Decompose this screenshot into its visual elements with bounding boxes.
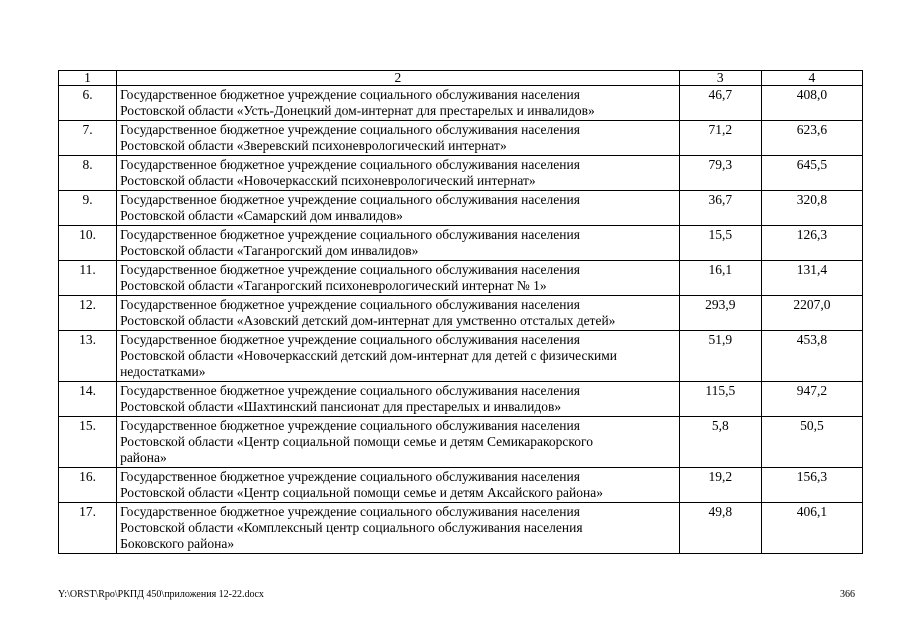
- institution-name-line: Государственное бюджетное учреждение социального обслуживания населения: [120, 297, 580, 312]
- table-row: [59, 261, 863, 296]
- institution-name-line: недостатками»: [120, 364, 206, 379]
- row-number: 17.: [59, 503, 117, 554]
- institution-name-line: Ростовской области «Таганрогский психоневрологический интернат № 1»: [120, 278, 547, 293]
- institution-name: [117, 382, 680, 417]
- table-row: [59, 226, 863, 261]
- value-col4: 947,2: [761, 382, 862, 417]
- institution-name: [117, 86, 680, 121]
- value-col3: 15,5: [679, 226, 761, 261]
- institution-name-line: Государственное бюджетное учреждение социального обслуживания населения: [120, 87, 580, 102]
- table-row: [59, 86, 863, 121]
- institution-name-line: Государственное бюджетное учреждение социального обслуживания населения: [120, 383, 580, 398]
- institution-name-line: Ростовской области «Новочеркасский детский дом-интернат для детей с физическими: [120, 348, 618, 363]
- value-col4: 408,0: [761, 86, 862, 121]
- institution-name: [117, 331, 680, 382]
- row-number: 7.: [59, 121, 117, 156]
- institution-name-line: района»: [120, 450, 167, 465]
- value-col4: 453,8: [761, 331, 862, 382]
- header-cell: 1: [59, 71, 117, 86]
- row-number: 8.: [59, 156, 117, 191]
- row-number: 13.: [59, 331, 117, 382]
- institution-name-line: Государственное бюджетное учреждение социального обслуживания населения: [120, 227, 580, 242]
- institution-name-line: Государственное бюджетное учреждение социального обслуживания населения: [120, 332, 580, 347]
- institution-name-line: Государственное бюджетное учреждение социального обслуживания населения: [120, 418, 580, 433]
- institution-name: [117, 503, 680, 554]
- institution-name: [117, 121, 680, 156]
- institution-name-line: Государственное бюджетное учреждение социального обслуживания населения: [120, 262, 580, 277]
- institution-name-line: Ростовской области «Центр социальной помощи семье и детям Аксайского района»: [120, 485, 603, 500]
- table-row: [59, 382, 863, 417]
- institution-name: [117, 191, 680, 226]
- institution-name-line: Ростовской области «Азовский детский дом-интернат для умственно отсталых детей»: [120, 313, 616, 328]
- institution-name-line: Ростовской области «Самарский дом инвалидов»: [120, 208, 403, 223]
- institution-name-line: Ростовской области «Комплексный центр социального обслуживания населения: [120, 520, 583, 535]
- institution-name-line: Ростовской области «Центр социальной помощи семье и детям Семикаракорского: [120, 434, 593, 449]
- value-col3: 5,8: [679, 417, 761, 468]
- footer-file-path: Y:\ORST\Rpo\РКПД 450\приложения 12-22.docx: [58, 589, 264, 600]
- value-col4: 2207,0: [761, 296, 862, 331]
- institution-name-line: Государственное бюджетное учреждение социального обслуживания населения: [120, 504, 580, 519]
- value-col3: 19,2: [679, 468, 761, 503]
- table-body: [59, 86, 863, 554]
- row-number: 15.: [59, 417, 117, 468]
- table-header-row: [59, 71, 863, 86]
- value-col4: 156,3: [761, 468, 862, 503]
- header-cell: 3: [679, 71, 761, 86]
- value-col3: 49,8: [679, 503, 761, 554]
- header-cell: 4: [761, 71, 862, 86]
- institution-name-line: Государственное бюджетное учреждение социального обслуживания населения: [120, 122, 580, 137]
- row-number: 16.: [59, 468, 117, 503]
- value-col3: 71,2: [679, 121, 761, 156]
- institution-name-line: Ростовской области «Шахтинский пансионат для престарелых и инвалидов»: [120, 399, 562, 414]
- value-col3: 16,1: [679, 261, 761, 296]
- institution-name-line: Ростовской области «Таганрогский дом инвалидов»: [120, 243, 419, 258]
- table-row: [59, 417, 863, 468]
- row-number: 10.: [59, 226, 117, 261]
- table-row: [59, 121, 863, 156]
- table-row: [59, 468, 863, 503]
- table-row: [59, 503, 863, 554]
- value-col3: 51,9: [679, 331, 761, 382]
- value-col4: 623,6: [761, 121, 862, 156]
- institution-name: [117, 417, 680, 468]
- table-row: [59, 296, 863, 331]
- value-col4: 320,8: [761, 191, 862, 226]
- institution-name-line: Государственное бюджетное учреждение социального обслуживания населения: [120, 192, 580, 207]
- institution-name-line: Государственное бюджетное учреждение социального обслуживания населения: [120, 157, 580, 172]
- value-col3: 36,7: [679, 191, 761, 226]
- table-row: [59, 331, 863, 382]
- value-col4: 406,1: [761, 503, 862, 554]
- value-col4: 50,5: [761, 417, 862, 468]
- value-col4: 645,5: [761, 156, 862, 191]
- institution-name: [117, 261, 680, 296]
- institution-name-line: Боковского района»: [120, 536, 235, 551]
- institution-name-line: Государственное бюджетное учреждение социального обслуживания населения: [120, 469, 580, 484]
- value-col4: 131,4: [761, 261, 862, 296]
- institution-name: [117, 296, 680, 331]
- value-col3: 79,3: [679, 156, 761, 191]
- institutions-table: [58, 70, 863, 554]
- header-cell: 2: [117, 71, 680, 86]
- value-col3: 293,9: [679, 296, 761, 331]
- institution-name: [117, 156, 680, 191]
- footer-page-number: 366: [840, 589, 855, 600]
- row-number: 6.: [59, 86, 117, 121]
- institution-name: [117, 468, 680, 503]
- institution-name: [117, 226, 680, 261]
- row-number: 9.: [59, 191, 117, 226]
- row-number: 11.: [59, 261, 117, 296]
- institution-name-line: Ростовской области «Новочеркасский психоневрологический интернат»: [120, 173, 536, 188]
- table-row: [59, 191, 863, 226]
- row-number: 14.: [59, 382, 117, 417]
- value-col3: 46,7: [679, 86, 761, 121]
- row-number: 12.: [59, 296, 117, 331]
- table-row: [59, 156, 863, 191]
- value-col3: 115,5: [679, 382, 761, 417]
- institution-name-line: Ростовской области «Зверевский психоневрологический интернат»: [120, 138, 507, 153]
- value-col4: 126,3: [761, 226, 862, 261]
- institution-name-line: Ростовской области «Усть-Донецкий дом-интернат для престарелых и инвалидов»: [120, 103, 595, 118]
